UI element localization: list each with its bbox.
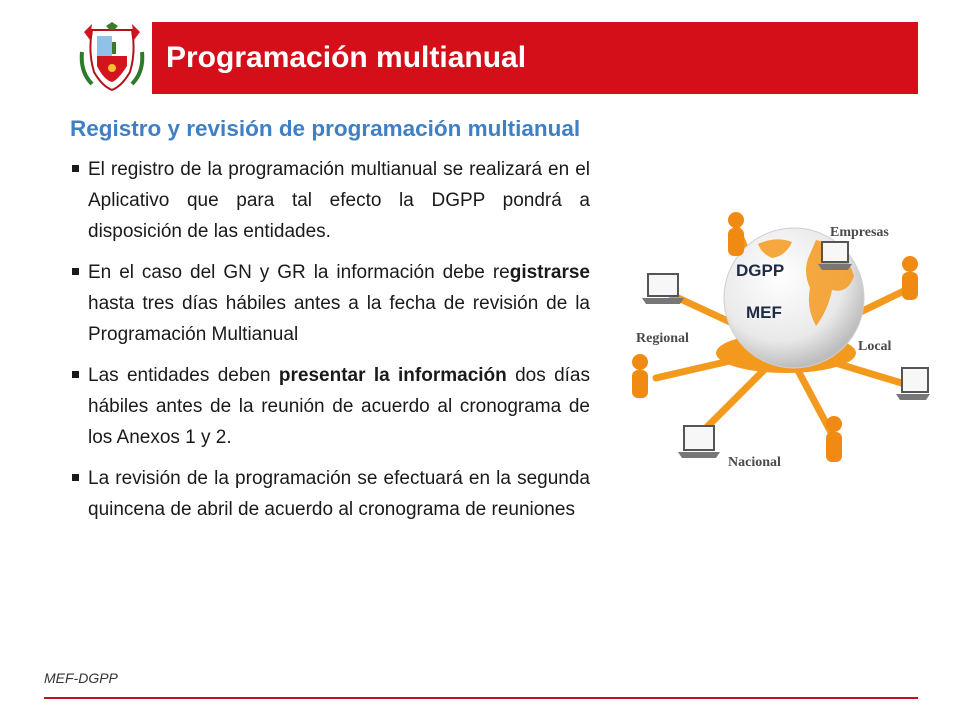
bullet-item bbox=[70, 154, 590, 247]
coat-of-arms-logo bbox=[78, 22, 146, 94]
title-bar bbox=[152, 22, 918, 94]
person-icon bbox=[632, 354, 648, 398]
laptop-icon bbox=[818, 242, 852, 270]
square-bullet-icon bbox=[72, 165, 79, 172]
label-local: Local bbox=[858, 339, 892, 354]
globe-label-dgpp: DGPP bbox=[736, 261, 785, 280]
bullet-bold-text: gistrarse bbox=[509, 262, 590, 283]
bullet-text: El registro de la programación multianual se realizará en el Aplicativo que para tal efecto la DGPP pondrá a disposición de las entidades. bbox=[88, 159, 590, 242]
bullet-text-after: dos días hábiles antes de la reunión de acuerdo al cronograma de los Anexos 1 y 2. bbox=[88, 365, 590, 448]
bullet-text-after: hasta tres días hábiles antes a la fecha de revisión de la Programación Multianual bbox=[88, 293, 590, 345]
laptop-icon bbox=[642, 274, 684, 304]
bullet-item bbox=[70, 360, 590, 453]
globe-label-mef: MEF bbox=[746, 303, 782, 322]
page-title: Programación multianual bbox=[166, 41, 527, 74]
main-content bbox=[70, 112, 590, 535]
square-bullet-icon bbox=[72, 268, 79, 275]
bullet-text: En el caso del GN y GR la información debe re bbox=[88, 262, 510, 283]
laptop-icon bbox=[896, 368, 930, 400]
footer-divider bbox=[44, 697, 918, 699]
person-icon bbox=[826, 416, 842, 462]
section-subtitle: Registro y revisión de programación multianual bbox=[70, 116, 581, 141]
network-illustration bbox=[596, 198, 930, 488]
bullet-text: La revisión de la programación se efectuará en la segunda quincena de abril de acuerdo al cronograma de reuniones bbox=[88, 468, 590, 520]
person-icon bbox=[728, 212, 744, 256]
square-bullet-icon bbox=[72, 371, 79, 378]
label-regional: Regional bbox=[636, 331, 689, 346]
label-empresas: Empresas bbox=[830, 225, 889, 240]
bullet-item bbox=[70, 257, 590, 350]
footer-text: MEF-DGPP bbox=[44, 670, 118, 686]
square-bullet-icon bbox=[72, 474, 79, 481]
bullet-bold-text: presentar la información bbox=[278, 365, 507, 386]
bullet-list bbox=[70, 154, 590, 525]
person-icon bbox=[902, 256, 918, 300]
bullet-text: Las entidades deben bbox=[88, 365, 279, 386]
laptop-icon bbox=[678, 426, 720, 458]
label-nacional: Nacional bbox=[728, 455, 781, 470]
bullet-item bbox=[70, 463, 590, 525]
